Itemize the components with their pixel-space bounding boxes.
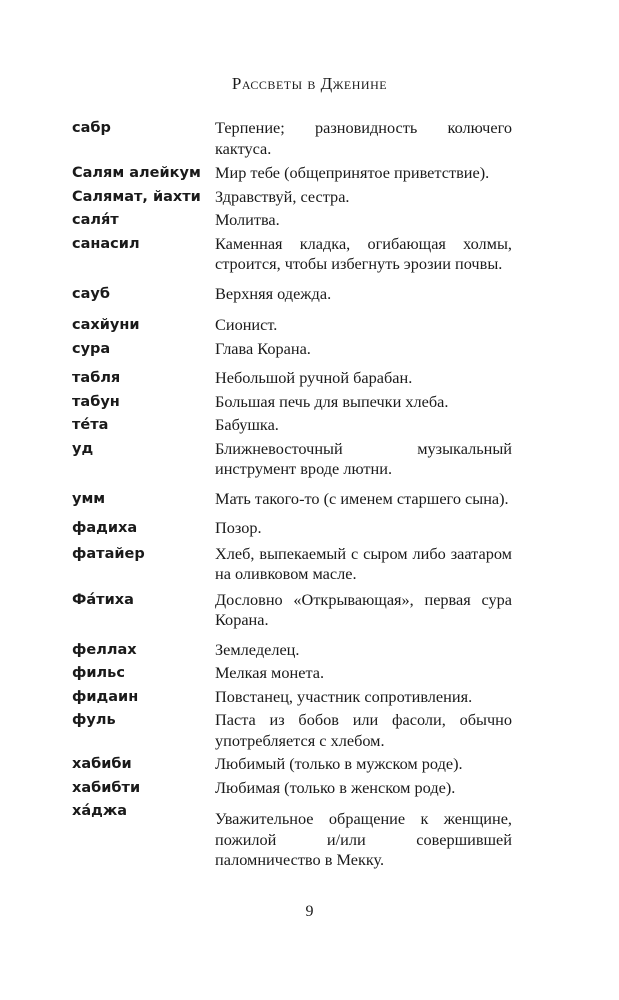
glossary-definition: Сионист. [215,315,278,334]
glossary-term: умм [72,490,106,507]
glossary-entry [72,663,512,684]
glossary-definition: Терпение; разновидность колючего кактуса. [215,118,512,158]
running-head: Рассветы в Дженине [231,74,388,93]
glossary-definition: Каменная кладка, огибающая холмы, строится, чтобы избегнуть эрозии почвы. [215,233,512,273]
glossary-entry [72,801,512,871]
glossary-entry [72,544,512,585]
glossary-definition: Небольшой ручной барабан. [215,368,413,387]
glossary-term: табля [72,370,121,386]
glossary-definition: Мир тебе (общепринятое приветствие). [215,163,490,182]
glossary-term: феллах [72,641,137,658]
glossary-entry [72,118,512,159]
glossary-entry [72,754,512,775]
glossary-entry [72,187,512,208]
glossary-definition: Верхняя одежда. [215,283,332,303]
glossary-term: Фа́тиха [72,591,134,608]
glossary-term: те́та [72,417,109,433]
glossary-definition: Паста из бобов или фасоли, обычно употребляется с хлебом. [215,710,512,750]
glossary-entry [72,163,512,184]
glossary-entry [72,778,512,799]
glossary-entry [72,234,512,275]
glossary-definition: Мелкая монета. [215,663,325,682]
glossary-term: сура [72,340,111,357]
glossary-definition: Молитва. [215,210,280,229]
glossary-entry [72,392,512,413]
glossary-entry [72,210,512,231]
glossary-definition: Земледелец. [215,639,300,659]
glossary-entry [72,710,512,751]
glossary-term: табун [72,393,120,410]
glossary-term: сахйуни [72,317,140,333]
glossary-term: хабибти [72,779,141,796]
glossary-term: фатайер [72,545,145,562]
page-number: 9 [305,903,314,920]
glossary-entry [72,590,512,631]
glossary-definition: Большая печь для выпечки хлеба. [215,391,449,411]
glossary-entry [72,640,512,661]
glossary-definition: Хлеб, выпекаемый с сыром либо заатаром на оливковом масле. [215,543,512,583]
glossary-entry [72,315,512,336]
glossary-entry [72,489,512,510]
glossary-entry [72,518,512,539]
glossary-term: санасил [72,235,140,252]
glossary-entry [72,439,512,480]
glossary-term: хабиби [72,756,132,772]
glossary-term: фидаин [72,688,139,705]
glossary-term: Салямат, йахти [72,188,201,205]
glossary-list [72,118,512,871]
glossary-term: уд [72,440,94,457]
glossary-definition: Повстанец, участник сопротивления. [215,686,473,706]
glossary-entry [72,415,512,436]
glossary-definition: Глава Корана. [215,338,311,358]
glossary-term: фильс [72,665,125,681]
glossary-definition: Позор. [215,518,262,537]
glossary-entry [72,687,512,708]
glossary-entry [72,284,512,305]
glossary-definition: Мать такого-то (с именем старшего сына). [215,488,509,508]
glossary-term: фуль [72,712,116,728]
glossary-entry [72,368,512,389]
glossary-entry [72,339,512,360]
glossary-definition: Дословно «Открывающая», первая сура Корана. [215,589,512,629]
glossary-term: саля́т [72,212,119,228]
glossary-definition: Любимая (только в женском роде). [215,777,456,797]
glossary-term: сабр [72,120,111,136]
glossary-definition: Здравствуй, сестра. [215,186,350,206]
glossary-definition: Ближневосточный музыкальный инструмент вроде лютни. [215,438,512,478]
glossary-term: фадиха [72,520,138,536]
glossary-definition: Уважительное обращение к женщине, пожилой и/или совершившей паломничество в Мекку. [215,809,512,869]
glossary-definition: Любимый (только в мужском роде). [215,754,463,773]
glossary-term: сауб [72,285,110,302]
glossary-definition: Бабушка. [215,415,279,434]
glossary-term: ха́джа [72,803,128,819]
glossary-term: Салям алейкум [72,165,201,181]
